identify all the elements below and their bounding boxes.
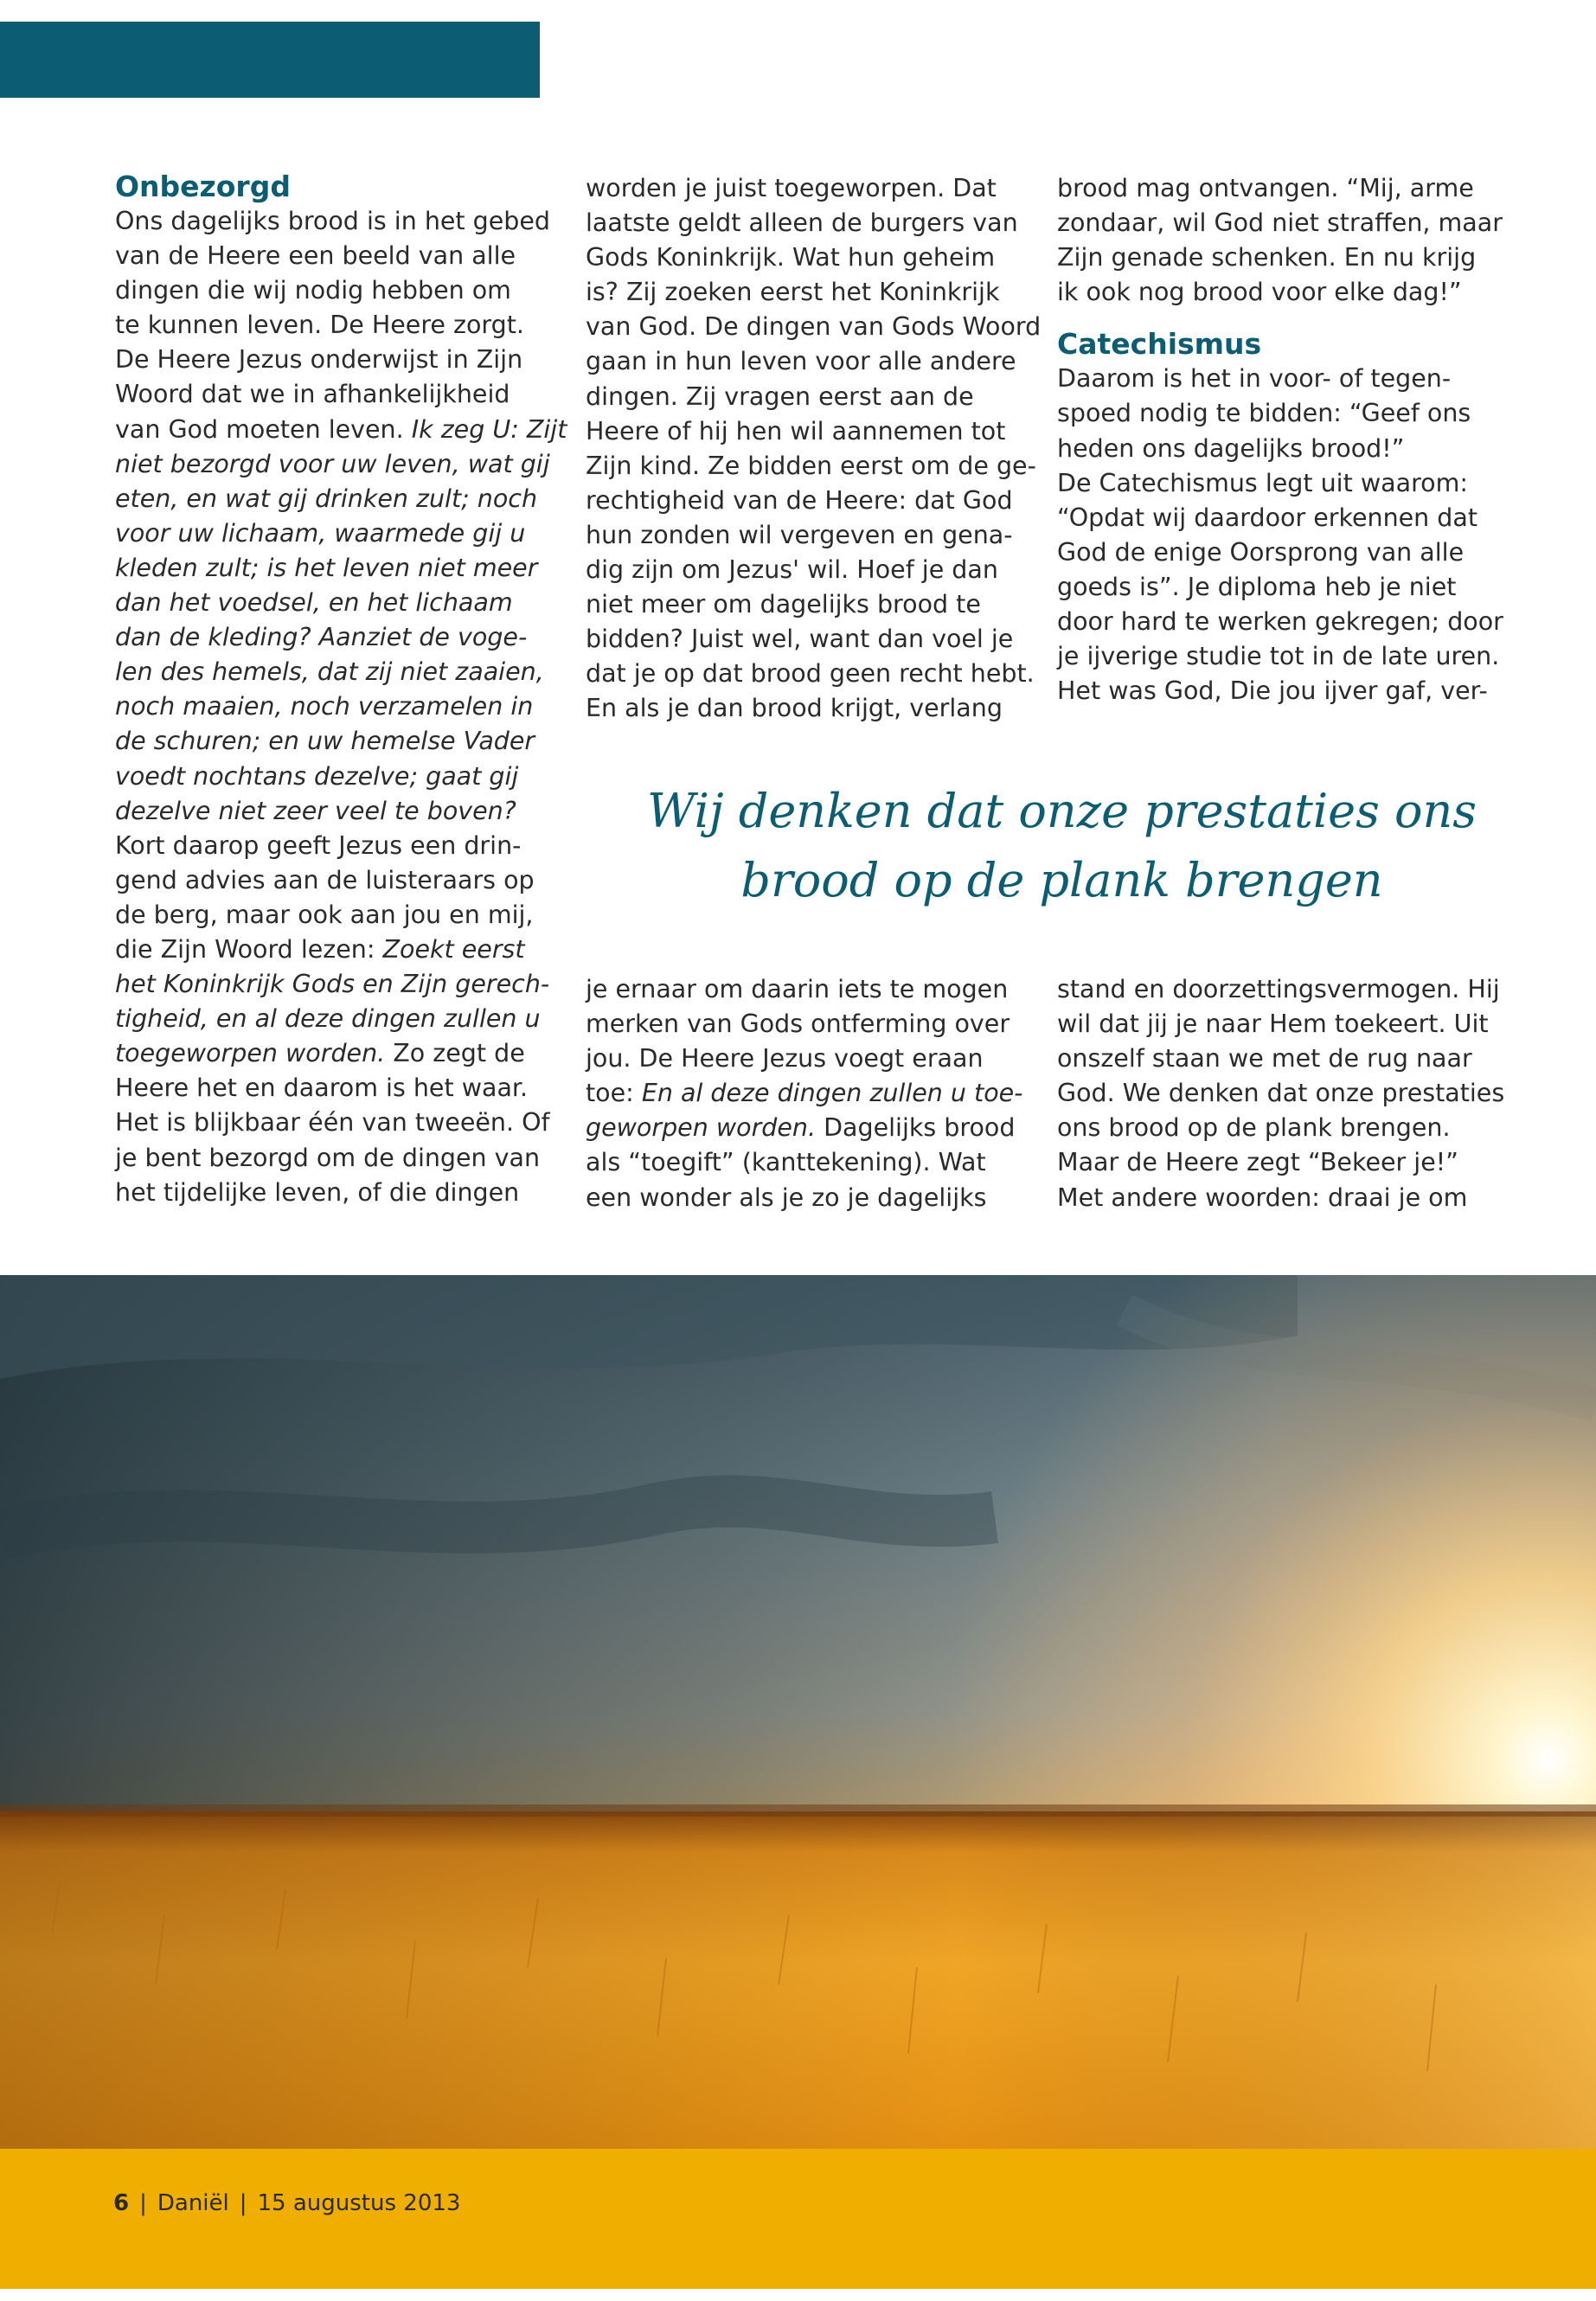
text-run: Dagelijks brood: [816, 1113, 1016, 1143]
text-line: Maar de Heere zegt “Bekeer je!”: [1057, 1148, 1458, 1177]
pull-quote-line-2: brood op de plank brengen: [740, 853, 1383, 907]
text-line: niet meer om dagelijks brood te: [586, 590, 981, 619]
text-line: [115, 1036, 567, 1071]
text-run: Zo zegt de: [385, 1039, 525, 1068]
text-line: jou. De Heere Jezus voegt eraan: [586, 1044, 984, 1074]
text-line: [586, 1076, 1022, 1111]
text-line: de schuren; en uw hemelse Vader: [115, 727, 535, 756]
pull-quote: [571, 777, 1553, 915]
magazine-name: Daniël: [157, 2190, 229, 2216]
text-run: toe:: [586, 1079, 642, 1108]
issue-date: 15 augustus 2013: [257, 2190, 461, 2216]
text-line: Woord dat we in afhankelijkheid: [115, 380, 510, 409]
text-line: een wonder als je zo je dagelijks: [586, 1183, 987, 1212]
text-run: Ik zeg U: Zijt: [411, 414, 567, 444]
text-line: dingen. Zij vragen eerst aan de: [586, 381, 974, 411]
text-line: je ijverige studie tot in de late uren.: [1057, 642, 1500, 671]
text-line: wil dat jij je naar Hem toekeert. Uit: [1057, 1009, 1489, 1039]
text-line: door hard te werken gekregen; door: [1057, 607, 1503, 637]
text-line: niet bezorgd voor uw leven, wat gij: [115, 449, 550, 478]
text-line: dig zijn om Jezus' wil. Hoef je dan: [586, 555, 998, 585]
section-heading-catechismus: Catechismus: [1057, 327, 1262, 362]
text-line: het Koninkrijk Gods en Zijn gerech-: [115, 970, 550, 999]
text-line: voor uw lichaam, waarmede gij u: [115, 518, 526, 548]
article-column-2-bottom: [586, 972, 1022, 1215]
page-footer: [0, 2149, 1596, 2289]
text-line: voedt nochtans dezelve; gaat gij: [115, 761, 519, 791]
text-line: van de Heere een beeld van alle: [115, 241, 516, 271]
text-line: Kort daarop geeft Jezus een drin-: [115, 830, 522, 860]
text-line: ik ook nog brood voor elke dag!”: [1057, 278, 1462, 307]
text-line: dan het voedsel, en het lichaam: [115, 588, 513, 618]
text-line: is? Zij zoeken eerst het Koninkrijk: [586, 278, 1000, 307]
text-line: zondaar, wil God niet straffen, maar: [1057, 208, 1503, 238]
text-line: goeds is”. Je diploma heb je niet: [1057, 572, 1457, 601]
text-line: bidden? Juist wel, want dan voel je: [586, 625, 1014, 654]
text-line: De Heere Jezus onderwijst in Zijn: [115, 345, 523, 375]
text-line: spoed nodig te bidden: “Geef ons: [1057, 399, 1471, 428]
text-line: God. We denken dat onze prestaties: [1057, 1079, 1505, 1108]
text-run: die Zijn Woord lezen:: [115, 934, 383, 964]
text-line: dingen die wij nodig hebben om: [115, 276, 511, 305]
text-line: dezelve niet zeer veel te boven?: [115, 796, 516, 825]
pull-quote-line-1: Wij denken dat onze prestaties ons: [647, 784, 1477, 838]
text-line: noch maaien, noch verzamelen in: [115, 692, 534, 721]
text-line: En als je dan brood krijgt, verlang: [586, 694, 1003, 723]
text-line: te kunnen leven. De Heere zorgt.: [115, 311, 524, 340]
header-color-bar: [0, 22, 540, 98]
text-line: je bent bezorgd om de dingen van: [115, 1143, 541, 1172]
text-line: [115, 933, 567, 967]
text-line: [115, 413, 567, 447]
article-column-2-top: [586, 171, 1041, 727]
text-line: De Catechismus legt uit waarom:: [1057, 468, 1468, 497]
text-line: rechtigheid van de Heere: dat God: [586, 485, 1013, 515]
text-line: Heere het en daarom is het waar.: [115, 1074, 529, 1103]
text-line: heden ons dagelijks brood!”: [1057, 433, 1405, 463]
text-line: dat je op dat brood geen recht hebt.: [586, 659, 1035, 689]
text-line: God de enige Oorsprong van alle: [1057, 537, 1465, 567]
text-run: En al deze dingen zullen u toe-: [641, 1079, 1023, 1108]
page-number: 6: [113, 2190, 130, 2216]
text-line: van God. De dingen van Gods Woord: [586, 312, 1042, 342]
article-column-3-top: [1057, 171, 1503, 708]
text-line: ons brood op de plank brengen.: [1057, 1113, 1451, 1143]
text-line: hun zonden wil vergeven en gena-: [586, 520, 1013, 549]
text-line: merken van Gods ontferming over: [586, 1009, 1010, 1039]
text-line: als “toegift” (kanttekening). Wat: [586, 1148, 986, 1177]
text-line: len des hemels, dat zij niet zaaien,: [115, 657, 544, 687]
text-line: laatste geldt alleen de burgers van: [586, 208, 1018, 238]
text-line: kleden zult; is het leven niet meer: [115, 553, 538, 582]
text-line: Het was God, Die jou ijver gaf, ver-: [1057, 676, 1488, 706]
text-run: toegeworpen worden.: [115, 1039, 386, 1068]
text-line: worden je juist toegeworpen. Dat: [586, 174, 997, 202]
text-line: gaan in hun leven voor alle andere: [586, 347, 1016, 376]
text-line: onszelf staan we met de rug naar: [1057, 1044, 1472, 1074]
text-line: “Opdat wij daardoor erkennen dat: [1057, 503, 1478, 532]
text-line: Gods Koninkrijk. Wat hun geheim: [586, 243, 996, 272]
text-run: Zoekt eerst: [382, 934, 525, 964]
footer-separator: |: [139, 2190, 147, 2216]
text-line: brood mag ontvangen. “Mij, arme: [1057, 174, 1474, 202]
text-line: Met andere woorden: draai je om: [1057, 1183, 1468, 1212]
text-line: tigheid, en al deze dingen zullen u: [115, 1004, 541, 1034]
text-line: je ernaar om daarin iets te mogen: [586, 975, 1009, 1003]
footer-separator: |: [239, 2190, 247, 2216]
wheat-field-sunset-photo: [0, 1275, 1596, 2149]
text-line: Het is blijkbaar één van tweeën. Of: [115, 1108, 550, 1138]
text-line: [586, 1111, 1022, 1145]
text-run: van God moeten leven.: [115, 414, 412, 444]
text-line: dan de kleding? Aanziet de voge-: [115, 623, 528, 652]
text-run: geworpen worden.: [586, 1113, 817, 1143]
text-line: Heere of hij hen wil aannemen tot: [586, 416, 1006, 445]
text-line: stand en doorzettingsvermogen. Hij: [1057, 975, 1500, 1003]
text-line: de berg, maar ook aan jou en mij,: [115, 900, 534, 929]
text-line: Ons dagelijks brood is in het gebed: [115, 207, 550, 235]
text-line: gend advies aan de luisteraars op: [115, 865, 535, 894]
text-line: Zijn kind. Ze bidden eerst om de ge-: [586, 451, 1036, 480]
text-line: het tijdelijke leven, of die dingen: [115, 1177, 520, 1207]
footer-text: [113, 2190, 460, 2216]
article-column-1: [115, 170, 567, 1210]
section-heading-onbezorgd: Onbezorgd: [115, 170, 291, 203]
text-line: Zijn genade schenken. En nu krijg: [1057, 243, 1477, 272]
article-column-3-bottom: [1057, 972, 1504, 1215]
text-line: eten, en wat gij drinken zult; noch: [115, 484, 538, 513]
text-line: Daarom is het in voor- of tegen-: [1057, 364, 1452, 394]
